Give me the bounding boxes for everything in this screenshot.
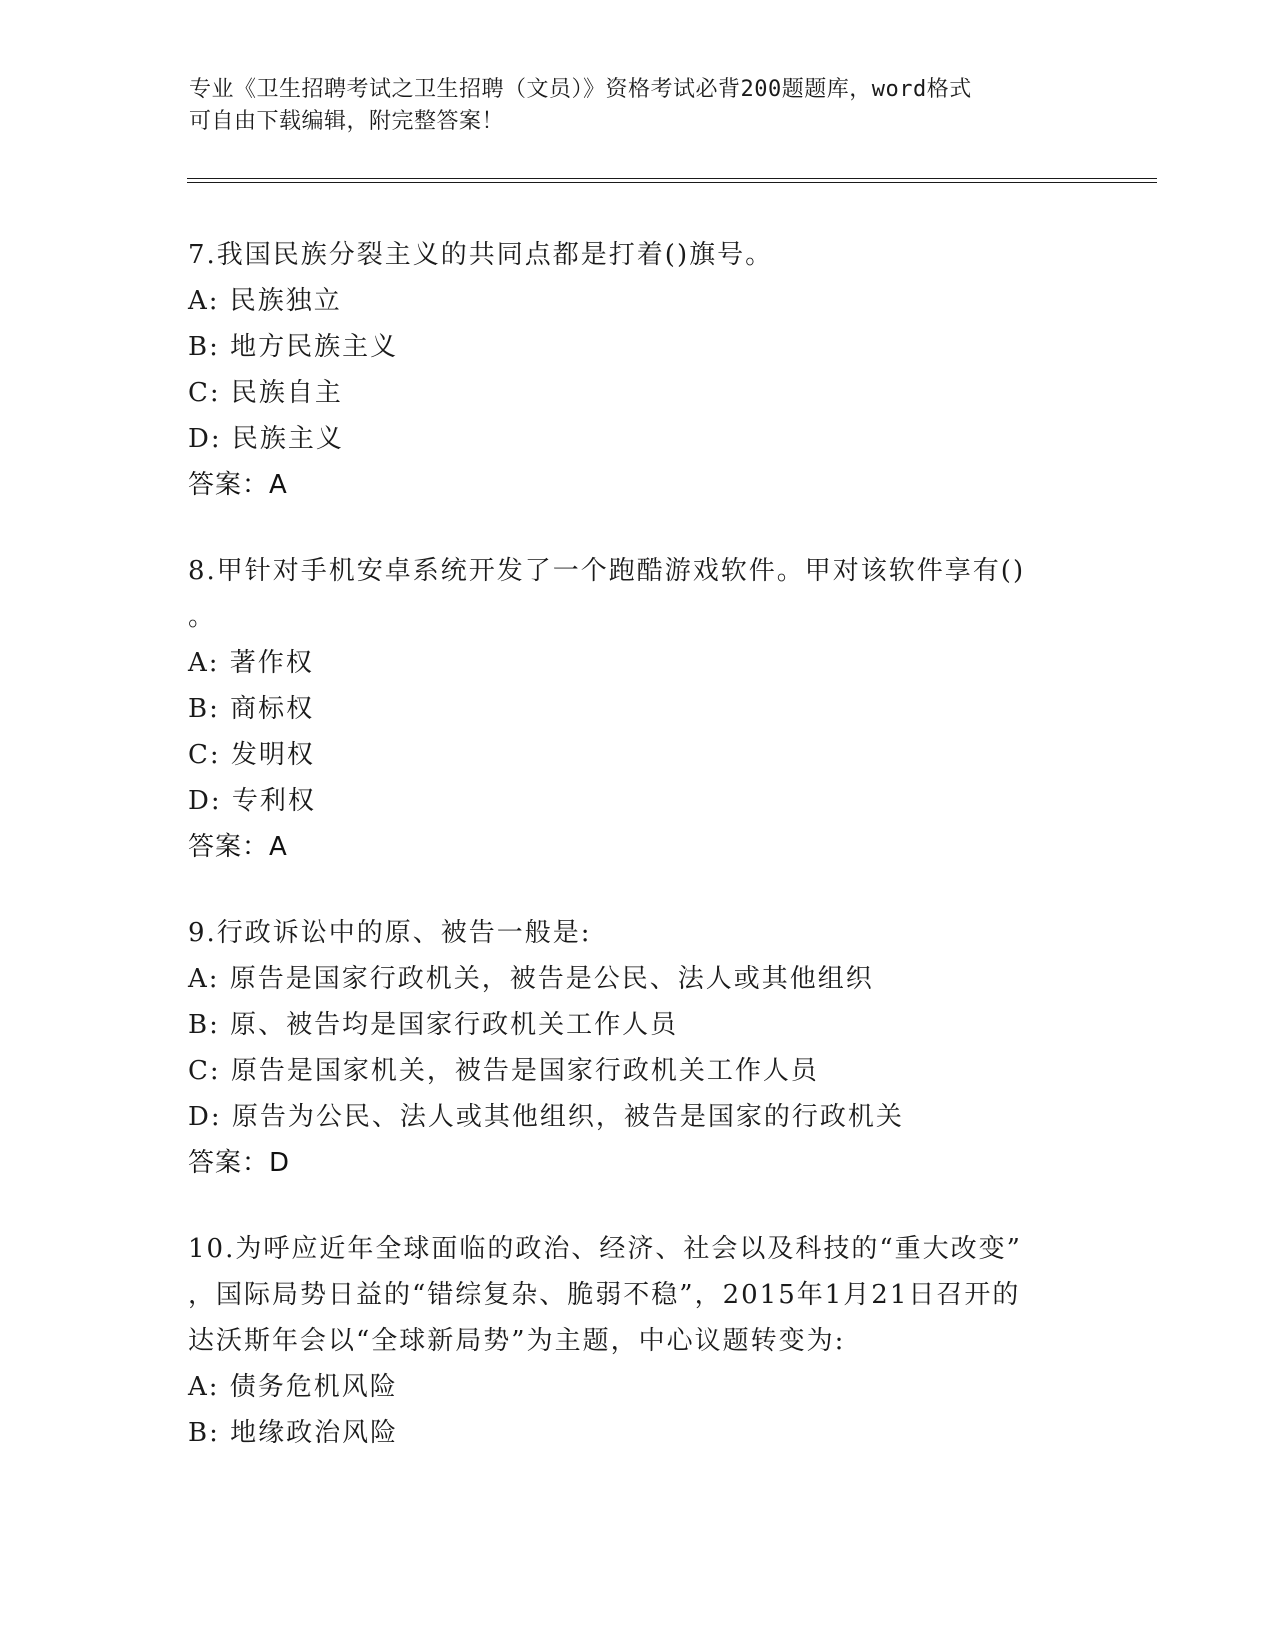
question-stem: 10.为呼应近年全球面临的政治、经济、社会以及科技的“重大改变” [188,1234,1022,1264]
question-8 [188,548,1088,870]
option-c: C: 发明权 [188,740,315,770]
answer: 答案：A [188,470,288,500]
option-b: B: 地缘政治风险 [188,1418,399,1448]
question-stem: 7.我国民族分裂主义的共同点都是打着()旗号。 [188,240,774,270]
header-divider [187,178,1157,183]
option-a: A: 原告是国家行政机关，被告是公民、法人或其他组织 [188,964,874,994]
question-stem-continued: 达沃斯年会以“全球新局势”为主题，中心议题转变为: [188,1326,846,1356]
option-d: D: 专利权 [188,786,316,816]
question-stem-continued: 。 [188,602,217,632]
answer: 答案：D [188,1148,291,1178]
question-stem: 9.行政诉讼中的原、被告一般是: [188,918,592,948]
option-c: C: 民族自主 [188,378,343,408]
option-a: A: 著作权 [188,648,314,678]
document-header [189,74,1089,138]
header-line-2: 可自由下载编辑，附完整答案！ [189,109,505,134]
option-b: B: 商标权 [188,694,315,724]
option-d: D: 民族主义 [188,424,344,454]
header-line-1: 专业《卫生招聘考试之卫生招聘（文员）》资格考试必背200题题库，word格式 [189,77,972,102]
question-stem-continued: ，国际局势日益的“错综复杂、脆弱不稳”，2015年1月21日召开的 [188,1280,1021,1310]
answer: 答案：A [188,832,288,862]
option-d: D: 原告为公民、法人或其他组织，被告是国家的行政机关 [188,1102,904,1132]
question-10 [188,1226,1088,1456]
option-a: A: 债务危机风险 [188,1372,398,1402]
option-b: B: 原、被告均是国家行政机关工作人员 [188,1010,679,1040]
question-list [188,232,1088,1496]
option-a: A: 民族独立 [188,286,342,316]
question-7 [188,232,1088,508]
option-b: B: 地方民族主义 [188,332,399,362]
question-9 [188,910,1088,1186]
question-stem: 8.甲针对手机安卓系统开发了一个跑酷游戏软件。甲对该软件享有() [188,556,1026,586]
option-c: C: 原告是国家机关，被告是国家行政机关工作人员 [188,1056,819,1086]
